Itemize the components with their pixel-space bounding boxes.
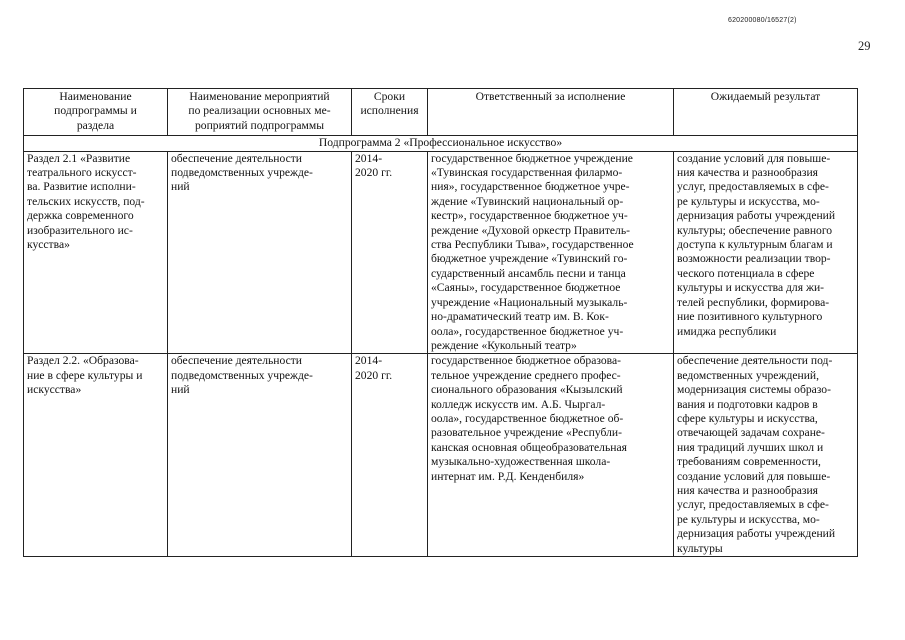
column-header-result: Ожидаемый результат <box>674 89 858 136</box>
column-header-period: Сроки исполнения <box>352 89 428 136</box>
page-number: 29 <box>858 39 871 53</box>
table-row <box>24 354 858 557</box>
cell-result: обеспечение деятельности под- ведомственных учреждений, модернизация системы образо- вания и подготовки кадров в сфере культуры и искусства, отвечающей задачам сохране- ния традиций лучших школ и требованиям современности, создание условий для повыше- ния качества и разнообразия услуг, предоставляемых в сфе- ре культуры и искусства, мо- дернизация работы учреждений культуры <box>674 354 858 557</box>
subprogram-title: Подпрограмма 2 «Профессиональное искусство» <box>24 136 858 151</box>
document-id: 620200080/16527(2) <box>728 17 797 24</box>
table-header-row <box>24 89 858 136</box>
cell-period: 2014- 2020 гг. <box>352 354 428 557</box>
column-header-responsible: Ответственный за исполнение <box>428 89 674 136</box>
table-row <box>24 151 858 354</box>
cell-responsible: государственное бюджетное образова- тельное учреждение среднего профес- сионального образования «Кызылский колледж искусств им. А.Б. Чыргал- оола», государственное бюджетное об- разовательное учреждение «Республи- канская основная общеобразовательная музыкально-художественная школа- интернат им. Р.Д. Кенденбиля» <box>428 354 674 557</box>
column-header-subprogram: Наименование подпрограммы и раздела <box>24 89 168 136</box>
cell-period: 2014- 2020 гг. <box>352 151 428 354</box>
cell-activity: обеспечение деятельности подведомственных учрежде- ний <box>168 354 352 557</box>
cell-section: Раздел 2.2. «Образова- ние в сфере культуры и искусства» <box>24 354 168 557</box>
section-title-row <box>24 136 858 151</box>
cell-section: Раздел 2.1 «Развитие театрального искусст- ва. Развитие исполни- тельских искусств, под- держка современного изобразительного ис- кусства» <box>24 151 168 354</box>
column-header-activity: Наименование мероприятий по реализации основных ме- роприятий подпрограммы <box>168 89 352 136</box>
cell-activity: обеспечение деятельности подведомственных учрежде- ний <box>168 151 352 354</box>
cell-result: создание условий для повыше- ния качества и разнообразия услуг, предоставляемых в сфе- ре культуры и искусства, мо- дернизация работы учреждений культуры; обеспечение равного доступа к культурным благам и возможности реализации твор- ческого потенциала в сфере культуры и искусства для жи- телей республики, формирова- ние позитивного культурного имиджа республики <box>674 151 858 354</box>
cell-responsible: государственное бюджетное учреждение «Тувинская государственная филармо- ния», государственное бюджетное учре- ждение «Тувинский национальный ор- кестр», государственное бюджетное уч- реждение «Духовой оркестр Правитель- ства Республики Тыва», государственное бюджетное учреждение «Тувинский го- сударственный ансамбль песни и танца «Саяны», государственное бюджетное учреждение «Национальный музыкаль- но-драматический театр им. В. Кок- оола», государственное бюджетное уч- реждение «Кукольный театр» <box>428 151 674 354</box>
program-table <box>23 88 858 557</box>
